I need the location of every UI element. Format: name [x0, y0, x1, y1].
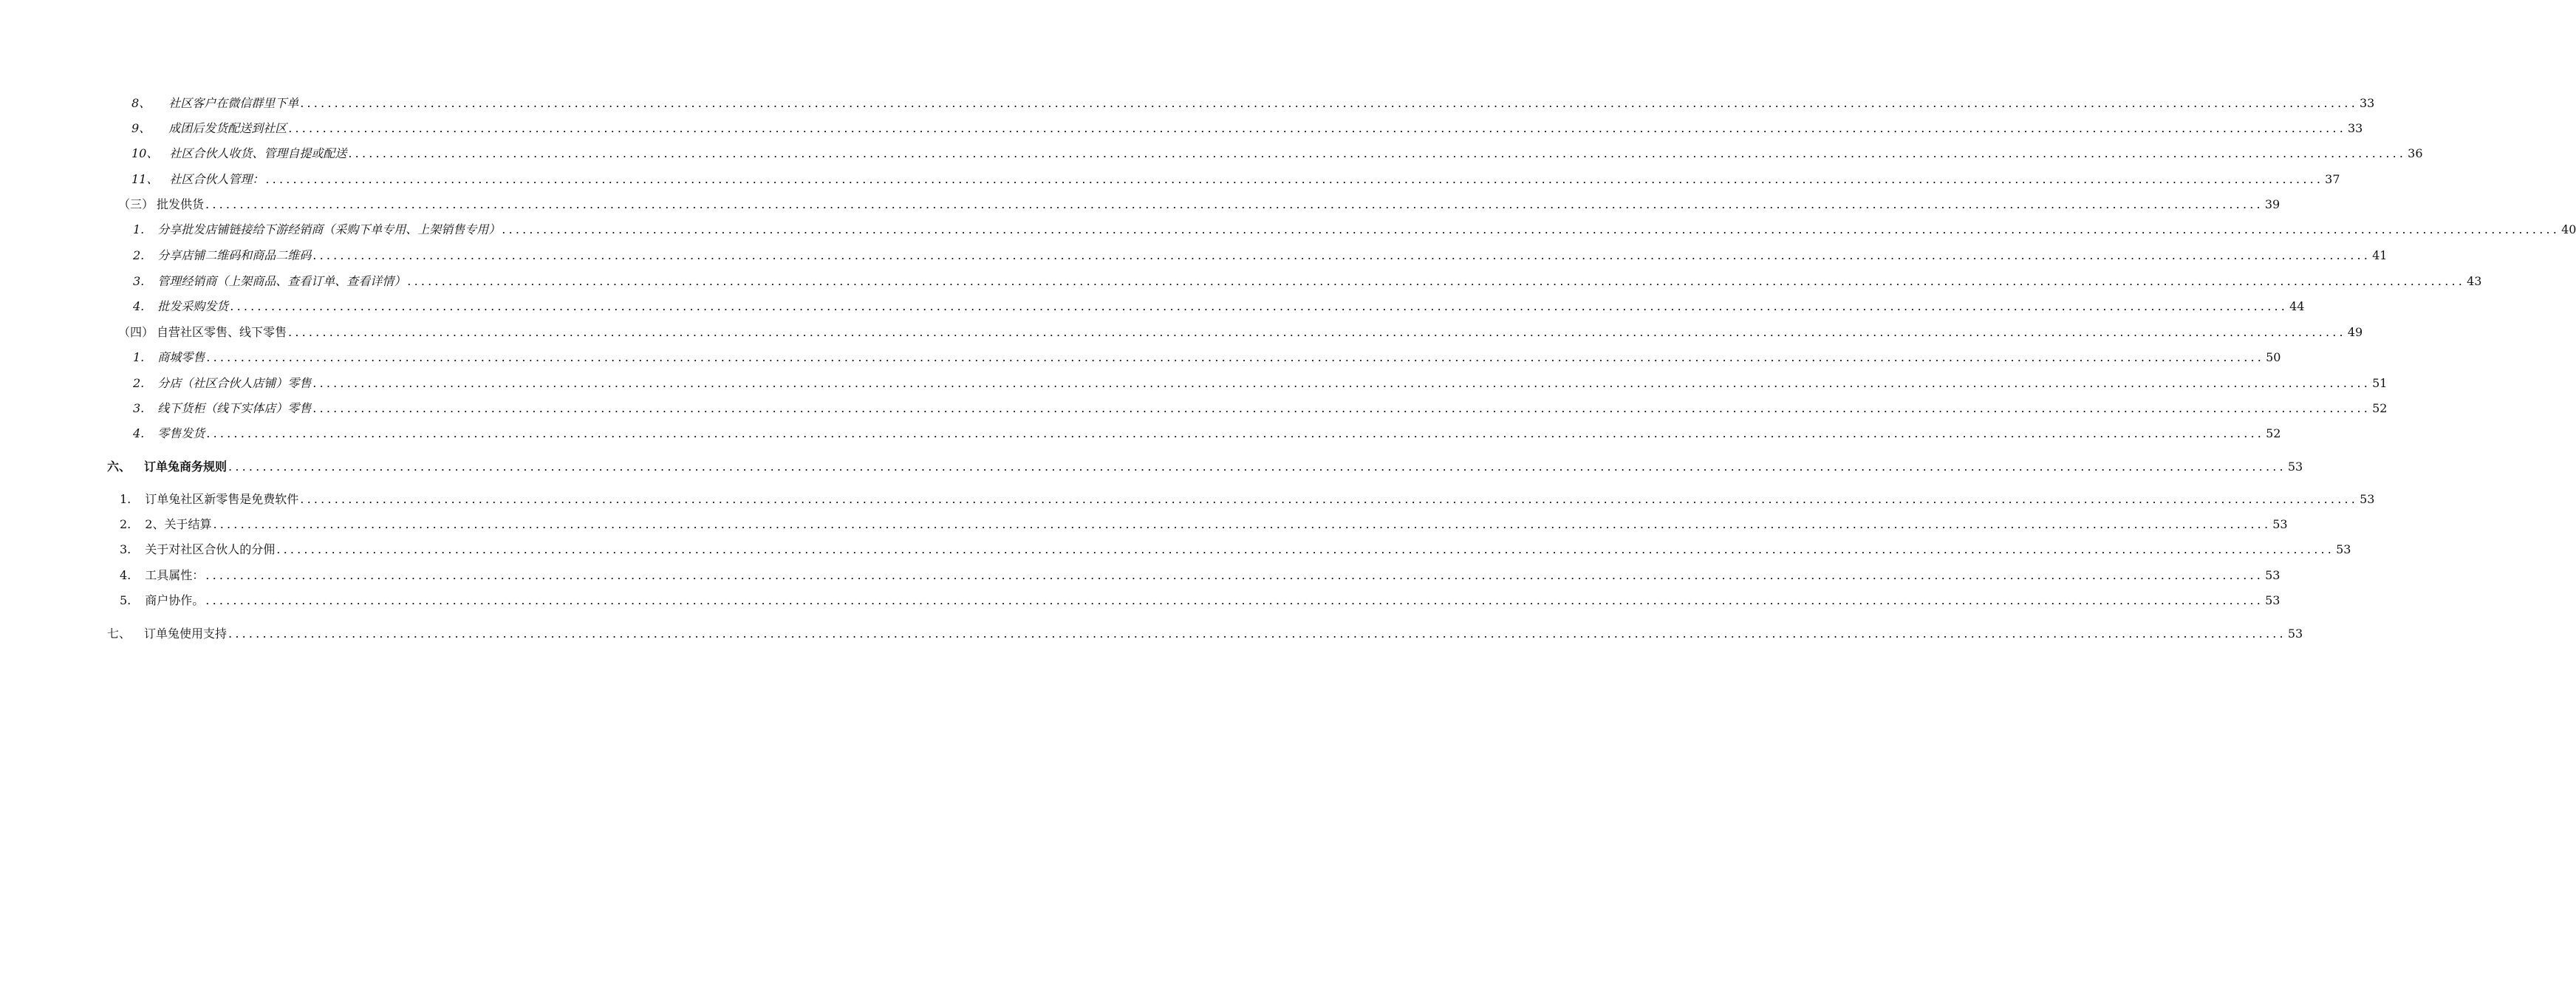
toc-leader-dots: ............................................................................................................................................................................................................................................................................................................	[348, 146, 2407, 160]
toc-entry-number: 8、	[131, 96, 151, 110]
toc-entry-number: 4.	[133, 426, 145, 440]
toc-entry-number: 9、	[131, 121, 151, 135]
toc-entry-number: 1.	[120, 492, 131, 506]
toc-entry-number: 2.	[133, 248, 145, 262]
toc-entry[interactable]	[133, 271, 2482, 289]
toc-leader-dots: ............................................................................................................................................................................................................................................................................................................	[300, 96, 2358, 110]
toc-leader-dots: ............................................................................................................................................................................................................................................................................................................	[312, 376, 2371, 390]
toc-entry[interactable]	[131, 118, 2363, 136]
toc-entry-title: 零售发货	[157, 426, 205, 440]
toc-entry[interactable]	[120, 539, 2351, 557]
toc-entry-title: 2、关于结算	[145, 517, 212, 531]
toc-entry-title: 社区合伙人收货、管理自提或配送	[169, 146, 347, 160]
toc-entry[interactable]	[133, 347, 2281, 365]
toc-leader-dots: ............................................................................................................................................................................................................................................................................................................	[206, 350, 2265, 364]
toc-entry-page: 33	[2359, 96, 2375, 110]
toc-leader-dots: ............................................................................................................................................................................................................................................................................................................	[312, 401, 2371, 415]
toc-entry[interactable]	[120, 489, 2375, 507]
toc-entry-page: 52	[2372, 401, 2388, 415]
toc-entry-title: 分店（社区合伙人店铺）零售	[157, 376, 312, 390]
toc-entry-page: 50	[2266, 350, 2281, 364]
toc-leader-dots: ............................................................................................................................................................................................................................................................................................................	[265, 172, 2324, 186]
toc-leader-dots: ............................................................................................................................................................................................................................................................................................................	[205, 197, 2264, 211]
toc-entry-title: 订单兔商务规则	[144, 460, 228, 474]
toc-entry-title: 分享批发店铺链接给下游经销商（采购下单专用、上架销售专用）	[157, 222, 501, 236]
toc-entry[interactable]	[131, 169, 2340, 187]
toc-entry-page: 49	[2347, 325, 2363, 339]
toc-entry-number: （四）	[118, 325, 154, 339]
toc-entry-number: 3.	[133, 401, 145, 415]
toc-entry-number: 5.	[120, 593, 131, 607]
toc-entry-title: 商户协作。	[145, 593, 205, 607]
toc-entry-title: 订单兔社区新零售是免费软件	[145, 492, 299, 506]
toc-entry-page: 53	[2287, 460, 2303, 474]
toc-entry-title: 成团后发货配送到社区	[168, 121, 287, 135]
toc-entry-page: 51	[2372, 376, 2388, 390]
toc-entry-page: 43	[2467, 274, 2482, 288]
toc-entry-number: （三）	[118, 197, 154, 211]
toc-entry-number: 10、	[131, 146, 159, 160]
toc-entry[interactable]	[120, 590, 2281, 608]
toc-entry[interactable]	[107, 624, 2303, 641]
toc-entry-title: 工具属性：	[145, 568, 205, 582]
toc-entry-number: 1.	[133, 350, 145, 364]
toc-leader-dots: ............................................................................................................................................................................................................................................................................................................	[288, 325, 2346, 339]
toc-entry[interactable]	[120, 565, 2281, 583]
toc-leader-dots: ............................................................................................................................................................................................................................................................................................................	[205, 568, 2264, 582]
toc-entry-title: 自营社区零售、线下零售	[157, 325, 287, 339]
toc-entry-number: 七、	[107, 627, 131, 641]
toc-entry[interactable]	[131, 93, 2375, 111]
toc-entry-number: 4.	[133, 299, 145, 313]
toc-leader-dots: ............................................................................................................................................................................................................................................................................................................	[288, 121, 2346, 135]
toc-leader-dots: ............................................................................................................................................................................................................................................................................................................	[206, 426, 2265, 440]
toc-entry-title: 管理经销商（上架商品、查看订单、查看详情）	[157, 274, 406, 288]
toc-leader-dots: ............................................................................................................................................................................................................................................................................................................	[276, 542, 2335, 556]
toc-entry-page: 33	[2347, 121, 2363, 135]
toc-entry-title: 订单兔使用支持	[144, 627, 228, 641]
toc-entry[interactable]	[133, 296, 2305, 314]
toc-entry[interactable]	[131, 143, 2423, 161]
toc-entry-title: 线下货柜（线下实体店）零售	[157, 401, 312, 415]
toc-entry-title: 分享店铺二维码和商品二维码	[157, 248, 312, 262]
toc-entry-title: 批发供货	[157, 197, 205, 211]
toc-leader-dots: ............................................................................................................................................................................................................................................................................................................	[312, 248, 2371, 262]
toc-entry-page: 41	[2372, 248, 2388, 262]
toc-leader-dots: ............................................................................................................................................................................................................................................................................................................	[502, 222, 2560, 236]
toc-entry-number: 2.	[133, 376, 145, 390]
toc-entry-page: 53	[2360, 492, 2375, 506]
toc-entry-title: 批发采购发货	[157, 299, 229, 313]
toc-entry-number: 11、	[131, 172, 159, 186]
toc-entry[interactable]	[133, 398, 2388, 416]
toc-leader-dots: ............................................................................................................................................................................................................................................................................................................	[228, 460, 2286, 474]
toc-leader-dots: ............................................................................................................................................................................................................................................................................................................	[213, 517, 2272, 531]
toc-leader-dots: ............................................................................................................................................................................................................................................................................................................	[228, 627, 2286, 641]
toc-leader-dots: ............................................................................................................................................................................................................................................................................................................	[300, 492, 2359, 506]
toc-entry-page: 44	[2289, 299, 2305, 313]
toc-entry[interactable]	[133, 423, 2281, 441]
toc-entry[interactable]	[118, 194, 2281, 212]
toc-entry-page: 53	[2272, 517, 2288, 531]
toc-entry-title: 关于对社区合伙人的分佣	[145, 542, 276, 556]
toc-entry[interactable]	[133, 219, 2576, 237]
toc-entry-page: 39	[2264, 197, 2281, 211]
toc-entry-number: 2.	[120, 517, 131, 531]
toc-entry[interactable]	[118, 322, 2363, 340]
toc-entry-number: 3.	[120, 542, 131, 556]
toc-entry-page: 52	[2266, 426, 2281, 440]
toc-entry[interactable]	[120, 514, 2288, 532]
toc-entry-page: 53	[2265, 568, 2281, 582]
toc-leader-dots: ............................................................................................................................................................................................................................................................................................................	[407, 274, 2466, 288]
toc-entry-title: 社区客户在微信群里下单	[168, 96, 299, 110]
toc-leader-dots: ............................................................................................................................................................................................................................................................................................................	[230, 299, 2289, 313]
toc-entry-page: 40	[2561, 222, 2576, 236]
toc-entry-number: 六、	[107, 460, 131, 474]
toc-leader-dots: ............................................................................................................................................................................................................................................................................................................	[205, 593, 2264, 607]
toc-entry-number: 4.	[120, 568, 131, 582]
toc-entry[interactable]	[133, 245, 2388, 263]
toc-entry-page: 36	[2408, 146, 2423, 160]
toc-entry-number: 1.	[133, 222, 145, 236]
toc-entry-page: 53	[2265, 593, 2281, 607]
toc-entry-page: 37	[2325, 172, 2340, 186]
toc-entry[interactable]	[107, 457, 2303, 474]
toc-entry-title: 商城零售	[157, 350, 205, 364]
toc-entry[interactable]	[133, 373, 2388, 391]
toc-entry-number: 3.	[133, 274, 145, 288]
toc-entry-page: 53	[2336, 542, 2351, 556]
toc-entry-page: 53	[2287, 627, 2303, 641]
toc-entry-title: 社区合伙人管理：	[169, 172, 264, 186]
